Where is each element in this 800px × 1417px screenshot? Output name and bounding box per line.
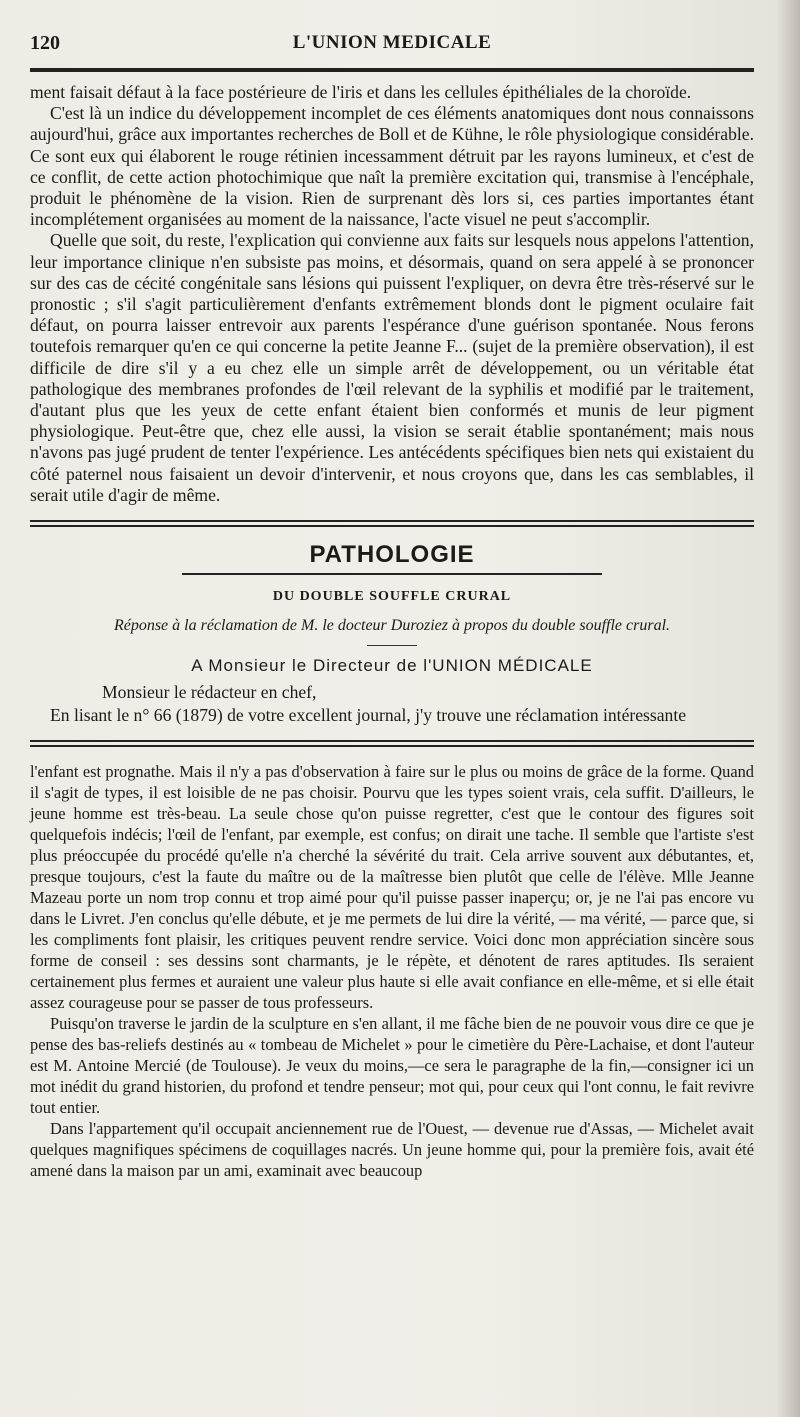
page-number: 120 — [30, 32, 60, 54]
letter-opening: En lisant le n° 66 (1879) de votre excellent journal, j'y trouve une réclamation intéressante — [50, 705, 687, 726]
short-rule — [367, 645, 417, 646]
paragraph: Quelle que soit, du reste, l'explication qui convienne aux faits sur lesquels nous appelons l'attention, leur importance clinique n'en subsiste pas moins, et désormais, quand on sera appelé à se prononcer sur des cas de cécité congénitale sans lésions qui puissent l'expliquer, on devra être très-réservé sur le pronostic ; s'il s'agit particulièrement d'enfants extrêmement blonds dont le pigment oculaire fait défaut, on pourra laisser entrevoir aux parents l'espérance d'une guérison spontanée. Nous ferons toutefois remarquer qu'en ce qui concerne la petite Jeanne F... (sujet de la première observation), il est difficile de dire s'il y a eu chez elle un simple arrêt de développement, ou un véritable état pathologique des membranes profondes de l'œil relevant de la syphilis et modifié par le traitement, d'autant plus que les yeux de cette enfant étaient bien conformés et munis de leur pigment physiologique. Peut-être que, chez elle aussi, la vision se serait établie spontanément; mais nous n'avons pas jugé prudent de tenter l'expérience. Les antécédents spécifiques bien nets qui existaient du côté paternel nous faisaient un devoir d'intervenir, et nous croyons que, dans les cas semblables, il serait utile d'agir de même. — [30, 230, 754, 505]
paragraph: ment faisait défaut à la face postérieure de l'iris et dans les cellules épithéliales de la choroïde. — [30, 82, 692, 102]
section-title: PATHOLOGIE — [309, 541, 475, 569]
letter-address: A Monsieur le Directeur de l'UNION MÉDICALE — [191, 656, 593, 676]
section-subtitle: DU DOUBLE SOUFFLE CRURAL — [272, 589, 512, 605]
title-rule — [182, 573, 602, 575]
header-rule — [30, 68, 754, 72]
reponse-heading: Réponse à la réclamation de M. le docteur Duroziez à propos du double souffle crural. — [113, 617, 671, 635]
feuilleton-divider — [30, 740, 754, 747]
pathologie-section — [30, 541, 754, 726]
letter-salutation: Monsieur le rédacteur en chef, — [102, 682, 317, 703]
feuilleton — [30, 761, 754, 1181]
section-divider — [30, 520, 754, 527]
page-header — [30, 32, 754, 62]
article-continuation — [30, 82, 754, 506]
paragraph: Puisqu'on traverse le jardin de la sculpture en s'en allant, il me fâche bien de ne pouvoir vous dire ce que je pense des bas-reliefs destinés au « tombeau de Michelet » pour le cimetière du Père-Lachaise, et dont l'auteur est M. Antoine Mercié (de Toulouse). Je veux du moins,—ce sera le paragraphe de la fin,—consigner ici un mot inédit du grand historien, du profond et tendre penseur; mot qui, pour ceux qui l'ont connu, le fait revivre tout entier. — [30, 1014, 754, 1118]
paragraph: C'est là un indice du développement incomplet de ces éléments anatomiques dont nous connaissons aujourd'hui, grâce aux importantes recherches de Boll et de Kühne, le rôle physiologique considérable. Ce sont eux qui élaborent le rouge rétinien incessamment détruit par les rayons lumineux, et c'est de ce conflit, de cette action photochimique que naît la première excitation qui, transmise à l'encéphale, produit le phénomène de la vision. Rien de surprenant dès lors si, ces parties importantes étant incomplétement organisées au moment de la naissance, l'acte visuel ne peut s'accomplir. — [30, 103, 754, 230]
paragraph: Dans l'appartement qu'il occupait anciennement rue de l'Ouest, — devenue rue d'Assas, — Michelet avait quelques magnifiques spécimens de coquillages nacrés. Un jeune homme qui, pour la première fois, avait été amené dans la maison par un ami, examinait avec beaucoup — [30, 1119, 754, 1181]
paragraph: l'enfant est prognathe. Mais il n'y a pas d'observation à faire sur le plus ou moins de grâce de la forme. Quand il s'agit de types, il est loisible de ne pas choisir. Pourvu que les types soient vrais, cela suffit. D'ailleurs, le jeune homme est très-beau. La seule chose qu'on puisse regretter, c'est que le contour des figures soit quelquefois indécis; l'œil de l'enfant, par exemple, est confus; on dirait une tache. Il semble que l'artiste s'est plus préoccupée du procédé qu'elle n'a cherché la sévérité du trait. Cela arrive souvent aux débutantes, et, presque toujours, c'est la faute du maître ou de la maîtresse bien plutôt que celle de l'élève. Mlle Jeanne Mazeau porte un nom trop connu et trop aimé pour qu'il puisse passer inaperçu; or, je ne l'ai pas encore vu dans le Livret. J'en conclus qu'elle débute, et je me permets de lui dire la vérité, — ma vérité, — parce que, si les compliments font plaisir, les critiques peuvent rendre service. Voici donc mon appréciation sincère sous forme de conseil : ses dessins sont charmants, je le répète, et dénotent de rares aptitudes. Ils seraient certainement plus fermes et auraient une valeur plus haute si elle avait confiance en elle-même, et si elle était assez courageuse pour se passer de tous professeurs. — [30, 762, 754, 1013]
running-title: L'UNION MEDICALE — [292, 32, 492, 53]
